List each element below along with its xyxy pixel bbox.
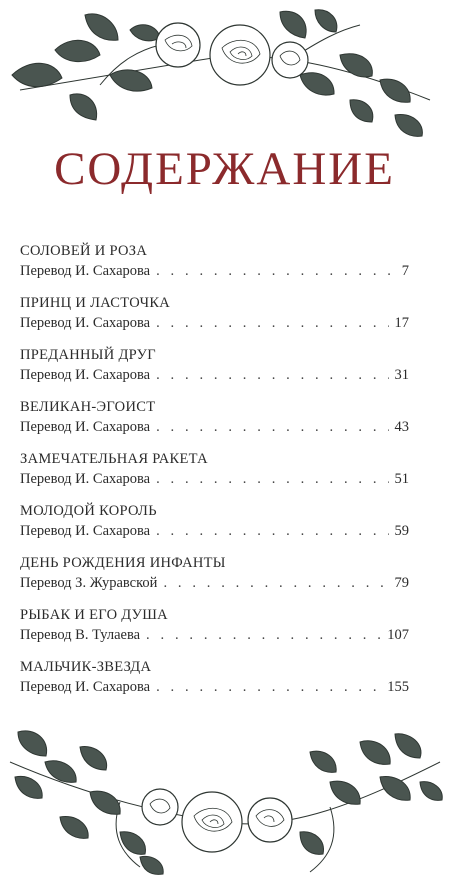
toc-entry-page: 51 [394, 471, 409, 487]
rose-garland-top-icon [0, 0, 449, 150]
page-title: СОДЕРЖАНИЕ [54, 143, 395, 195]
toc-entry-title: ВЕЛИКАН-ЭГОИСТ [20, 399, 156, 415]
table-of-contents [20, 242, 409, 710]
toc-entry-line [20, 314, 409, 332]
toc-entry-page: 31 [394, 367, 409, 383]
toc-entry-page: 17 [394, 315, 409, 331]
toc-entry[interactable] [20, 450, 409, 502]
toc-entry[interactable] [20, 554, 409, 606]
dot-leader [156, 470, 388, 488]
dot-leader [156, 678, 381, 696]
toc-entry-page: 43 [394, 419, 409, 435]
toc-entry-translator: Перевод И. Сахарова [20, 523, 151, 539]
toc-entry-title: МАЛЬЧИК-ЗВЕЗДА [20, 659, 152, 675]
toc-entry-line [20, 262, 409, 280]
toc-entry-line [20, 418, 409, 436]
toc-entry[interactable] [20, 398, 409, 450]
toc-entry-title: МОЛОДОЙ КОРОЛЬ [20, 503, 157, 519]
toc-entry-page: 155 [387, 679, 409, 695]
toc-entry[interactable] [20, 346, 409, 398]
toc-entry-translator: Перевод З. Журавской [20, 575, 158, 591]
toc-entry-line [20, 522, 409, 540]
toc-entry-title: СОЛОВЕЙ И РОЗА [20, 243, 148, 259]
toc-entry-title: ПРИНЦ И ЛАСТОЧКА [20, 295, 171, 311]
dot-leader [146, 626, 381, 644]
dot-leader [163, 574, 388, 592]
dot-leader [156, 262, 396, 280]
dot-leader [156, 366, 388, 384]
toc-entry-translator: Перевод И. Сахарова [20, 419, 151, 435]
toc-entry-title: РЫБАК И ЕГО ДУША [20, 607, 168, 623]
toc-entry-page: 7 [401, 263, 409, 279]
toc-entry-translator: Перевод И. Сахарова [20, 315, 151, 331]
toc-entry[interactable] [20, 658, 409, 710]
toc-entry-line [20, 626, 409, 644]
toc-entry-title: ЗАМЕЧАТЕЛЬНАЯ РАКЕТА [20, 451, 208, 467]
toc-entry-translator: Перевод И. Сахарова [20, 471, 151, 487]
toc-entry-page: 59 [394, 523, 409, 539]
dot-leader [156, 418, 388, 436]
dot-leader [156, 522, 388, 540]
toc-entry-title: ДЕНЬ РОЖДЕНИЯ ИНФАНТЫ [20, 555, 226, 571]
toc-entry-page: 107 [387, 627, 409, 643]
toc-entry[interactable] [20, 606, 409, 658]
toc-entry-translator: Перевод И. Сахарова [20, 263, 151, 279]
toc-entry-page: 79 [394, 575, 409, 591]
toc-entry[interactable] [20, 294, 409, 346]
toc-entry-title: ПРЕДАННЫЙ ДРУГ [20, 347, 156, 363]
toc-entry-translator: Перевод И. Сахарова [20, 367, 151, 383]
toc-entry-line [20, 470, 409, 488]
toc-entry[interactable] [20, 242, 409, 294]
toc-entry-line [20, 574, 409, 592]
rose-garland-bottom-icon [0, 722, 449, 882]
bottom-floral-ornament [0, 722, 449, 882]
toc-entry-translator: Перевод И. Сахарова [20, 679, 151, 695]
top-floral-ornament [0, 0, 449, 150]
dot-leader [156, 314, 388, 332]
toc-entry-translator: Перевод В. Тулаева [20, 627, 141, 643]
toc-entry-line [20, 366, 409, 384]
toc-entry-line [20, 678, 409, 696]
toc-entry[interactable] [20, 502, 409, 554]
